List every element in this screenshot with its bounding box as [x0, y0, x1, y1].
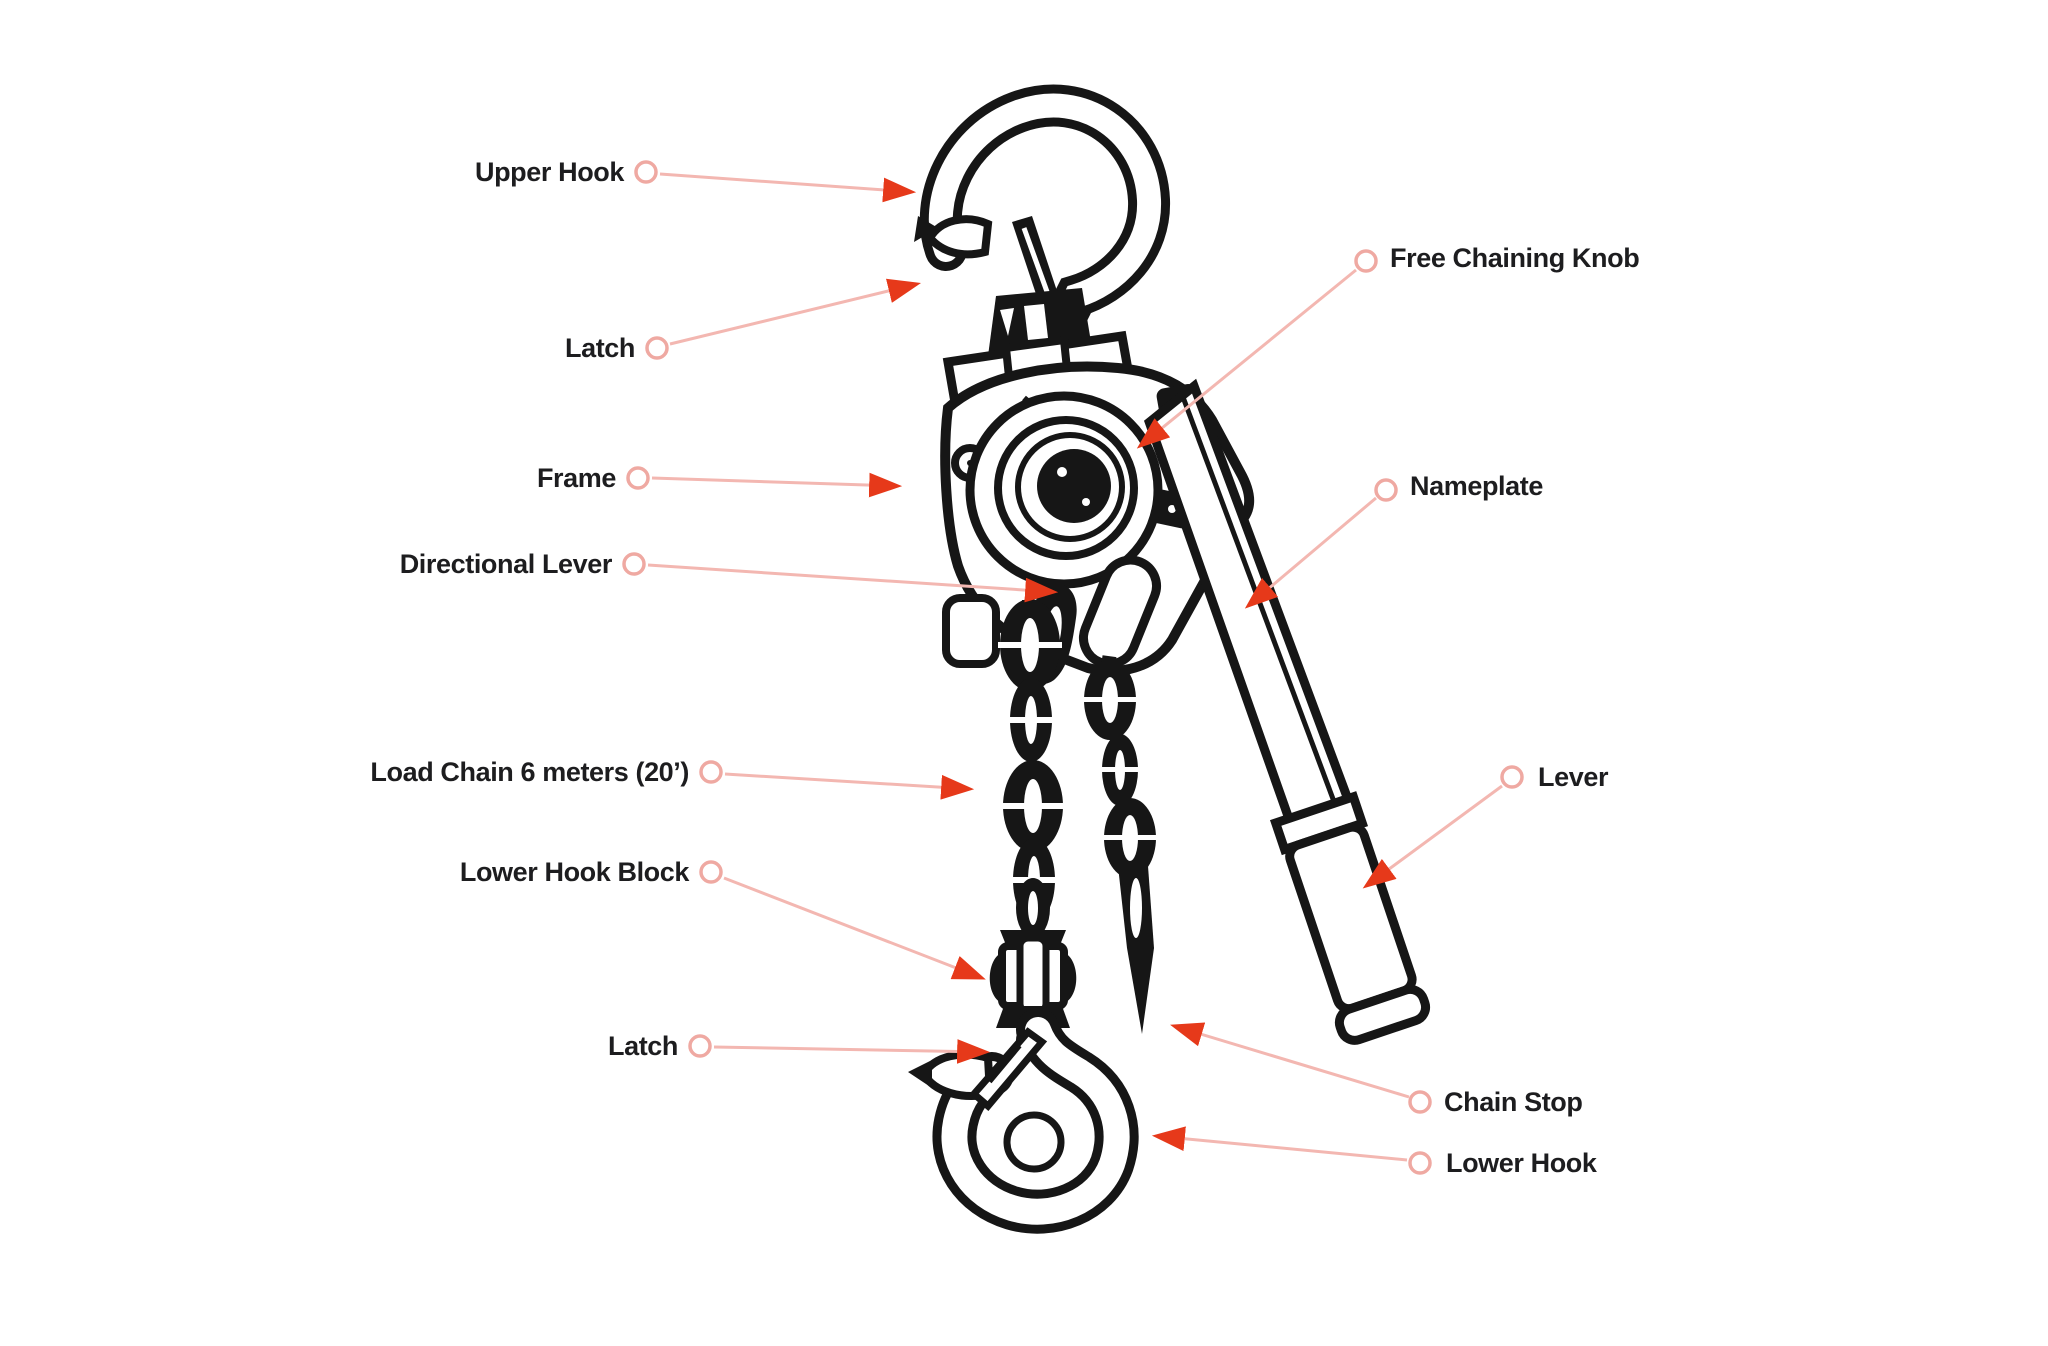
- label-latch-upper: Latch: [564, 333, 635, 363]
- label-frame: Frame: [536, 463, 616, 493]
- chain-guide-drawing: [946, 598, 996, 664]
- label-free-chaining-knob: Free Chaining Knob: [1390, 243, 1640, 273]
- callout-dot-lower-hook: [1410, 1153, 1430, 1173]
- callout-dot-directional-lever: [624, 554, 644, 574]
- callout-upper-hook: [636, 162, 912, 192]
- callout-dot-latch-lower: [690, 1036, 710, 1056]
- label-nameplate: Nameplate: [1410, 471, 1543, 501]
- label-chain-stop: Chain Stop: [1444, 1087, 1583, 1117]
- callout-lower-hook-block: [701, 862, 982, 978]
- callout-latch-upper: [647, 284, 917, 358]
- callout-dot-frame: [628, 468, 648, 488]
- callout-chain-stop: [1174, 1026, 1430, 1112]
- callout-frame: [628, 468, 898, 488]
- label-lower-hook: Lower Hook: [1446, 1148, 1597, 1178]
- callout-nameplate: [1248, 480, 1396, 606]
- label-lever: Lever: [1538, 762, 1609, 792]
- label-load-chain: Load Chain 6 meters (20’): [370, 757, 689, 787]
- label-latch-lower: Latch: [607, 1031, 678, 1061]
- callout-dot-chain-stop: [1410, 1092, 1430, 1112]
- chain-stop-drawing: [1118, 866, 1154, 1034]
- free-chaining-knob-center: [1037, 449, 1111, 523]
- callout-dot-free-chaining-knob: [1356, 251, 1376, 271]
- label-directional-lever: Directional Lever: [399, 549, 612, 579]
- callout-latch-lower: [690, 1036, 986, 1056]
- load-chain-drawing: [998, 599, 1065, 922]
- callout-dot-latch-upper: [647, 338, 667, 358]
- callout-dot-nameplate: [1376, 480, 1396, 500]
- label-lower-hook-block: Lower Hook Block: [459, 857, 689, 887]
- callout-dot-load-chain: [701, 762, 721, 782]
- callout-dot-lower-hook-block: [701, 862, 721, 882]
- callout-lever: [1366, 767, 1522, 886]
- callout-dot-upper-hook: [636, 162, 656, 182]
- callout-dot-lever: [1502, 767, 1522, 787]
- callout-free-chaining-knob: [1140, 251, 1376, 446]
- callout-load-chain: [701, 762, 970, 789]
- label-upper-hook: Upper Hook: [474, 157, 624, 187]
- callout-lower-hook: [1156, 1136, 1430, 1173]
- slack-chain-drawing: [1082, 655, 1158, 878]
